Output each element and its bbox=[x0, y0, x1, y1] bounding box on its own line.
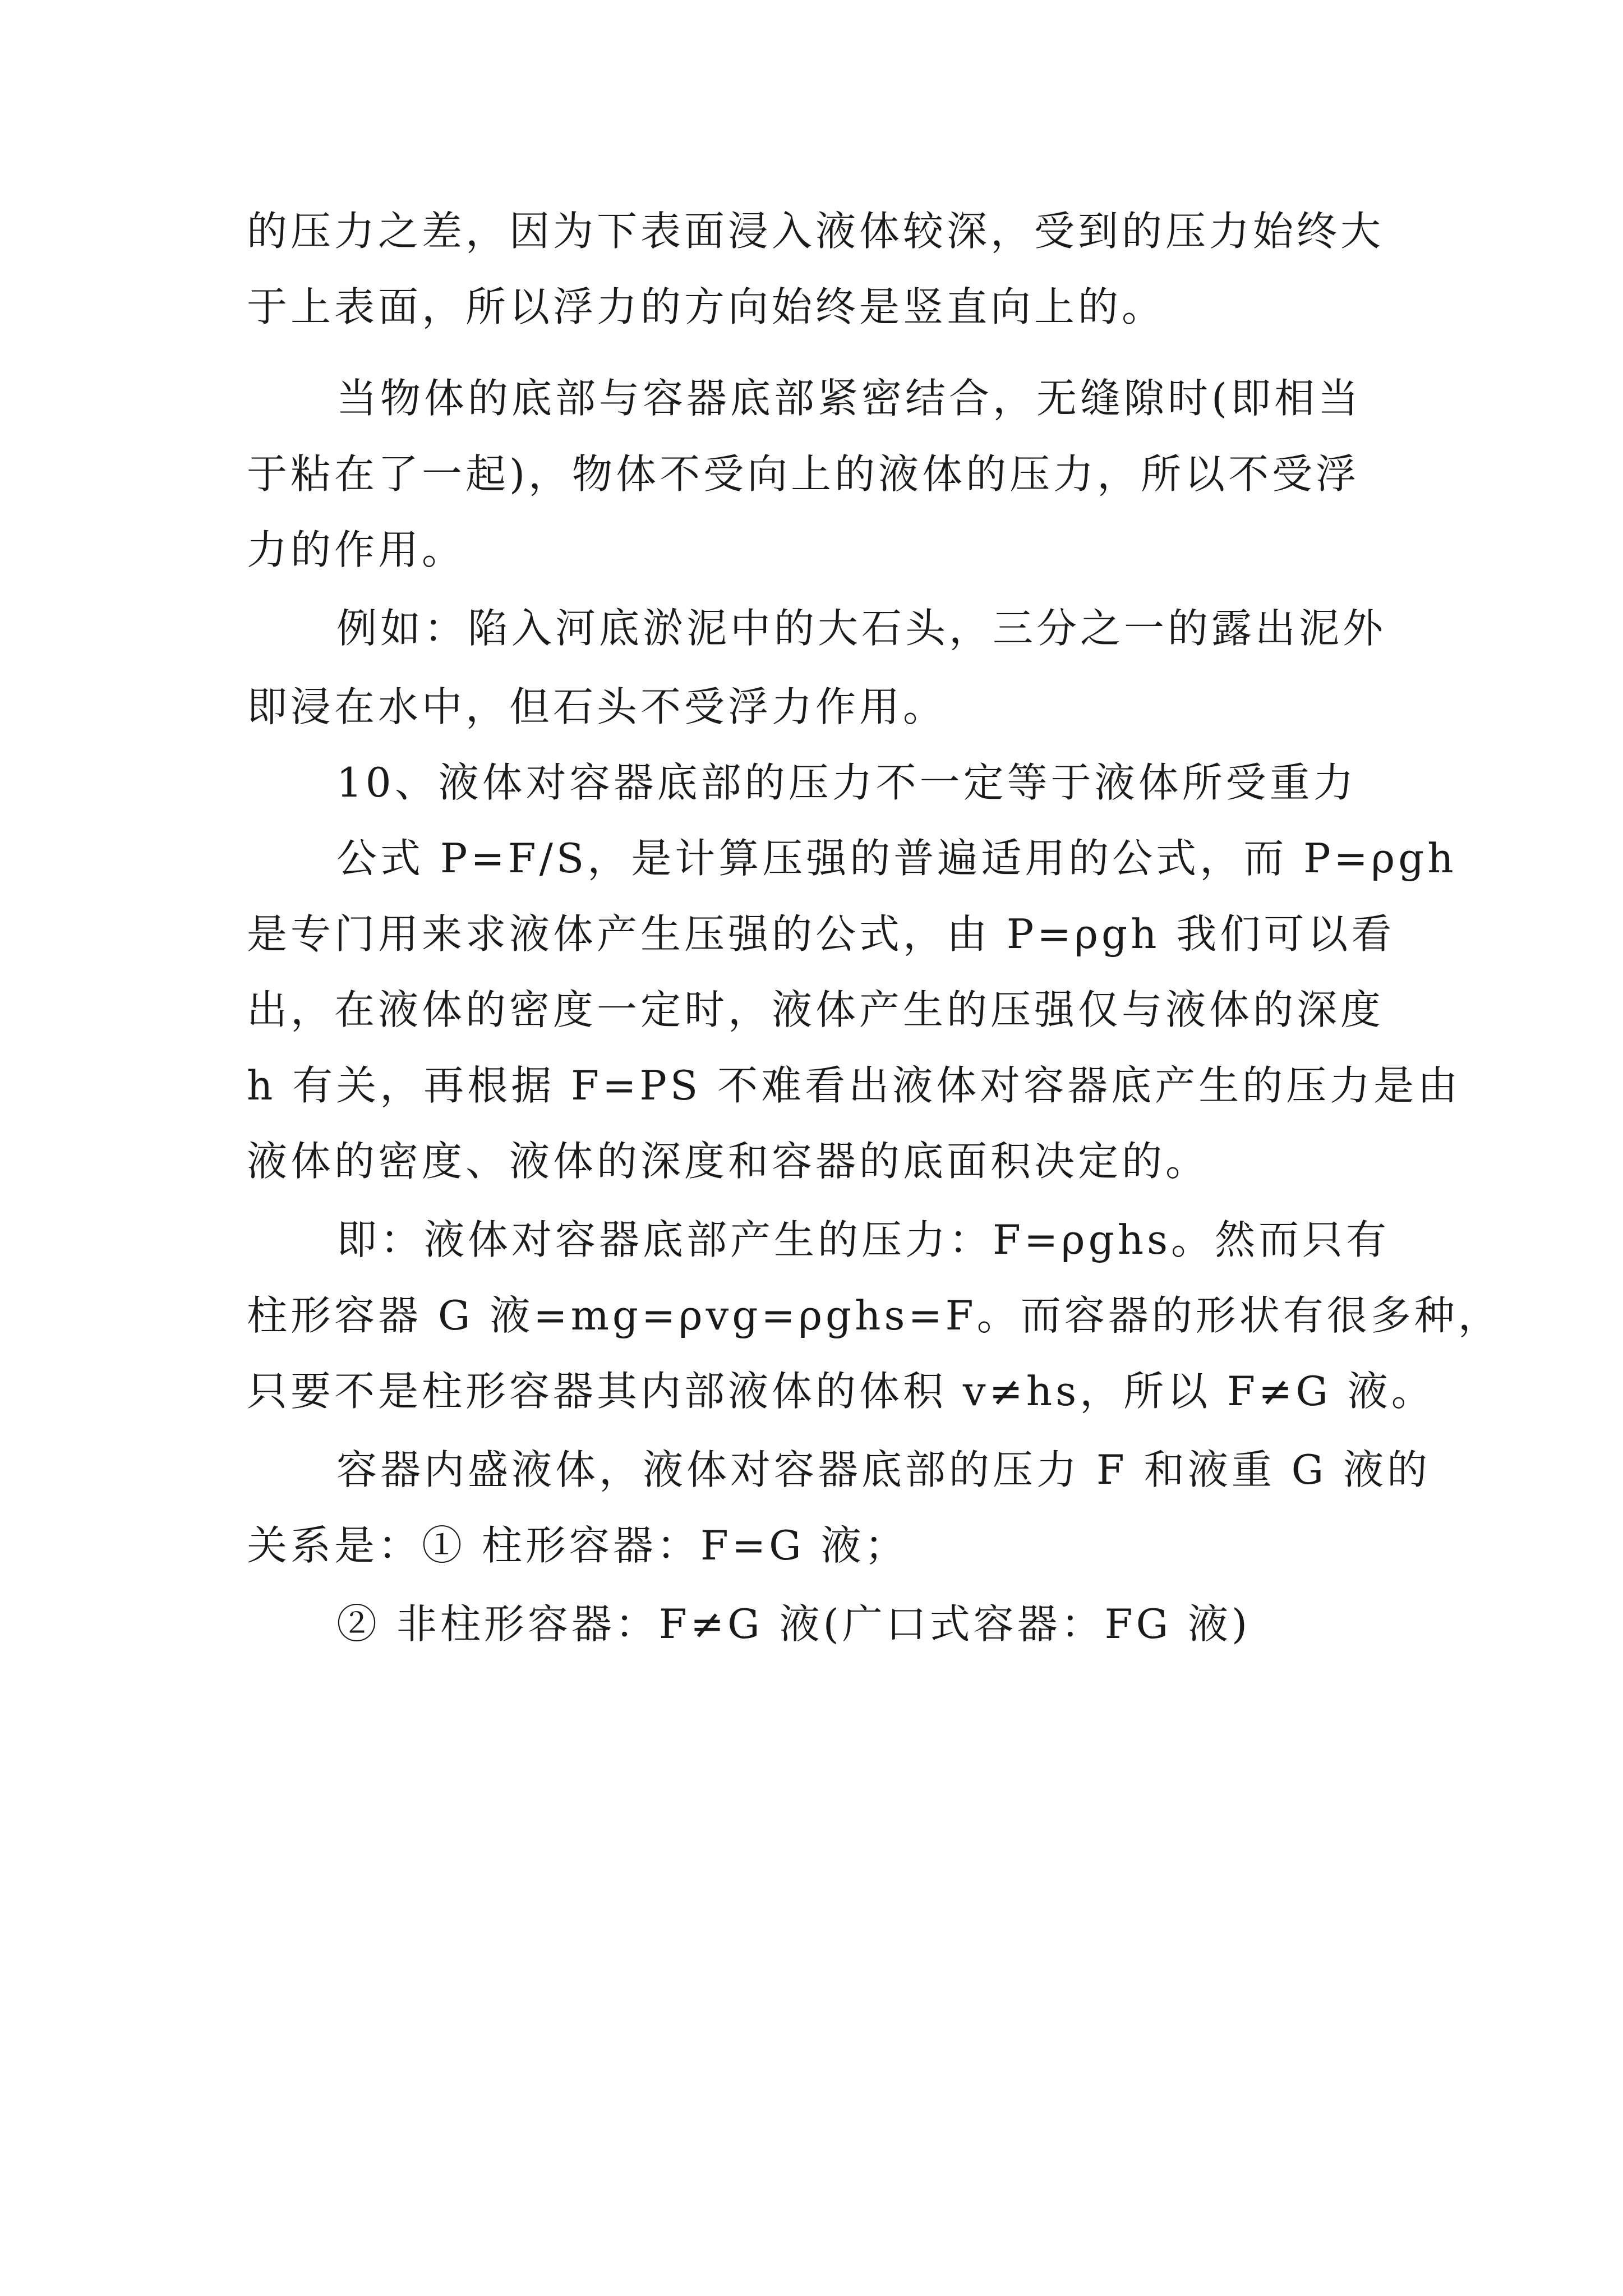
text-line: 于上表面，所以浮力的方向始终是竖直向上的。 bbox=[247, 283, 1166, 330]
text-line: h 有关，再根据 F=PS 不难看出液体对容器底产生的压力是由 bbox=[247, 1062, 1461, 1109]
text-line: 柱形容器 G 液=mg=ρvg=ρghs=F。而容器的形状有很多种， bbox=[247, 1292, 1502, 1339]
text-line: 于粘在了一起)，物体不受向上的液体的压力，所以不受浮 bbox=[247, 450, 1360, 498]
text-line: 液体的密度、液体的深度和容器的底面积决定的。 bbox=[247, 1138, 1210, 1185]
text-line: 力的作用。 bbox=[247, 526, 466, 573]
paragraph-start: 即：液体对容器底部产生的压力：F=ρghs。然而只有 bbox=[336, 1216, 1390, 1263]
text-line: 关系是：① 柱形容器：F=G 液； bbox=[247, 1522, 909, 1569]
paragraph-start: 当物体的底部与容器底部紧密结合，无缝隙时(即相当 bbox=[336, 375, 1362, 422]
paragraph-start: 例如：陷入河底淤泥中的大石头，三分之一的露出泥外 bbox=[336, 605, 1387, 652]
text-line: 即浸在水中，但石头不受浮力作用。 bbox=[247, 683, 947, 730]
text-line: 的压力之差，因为下表面浸入液体较深，受到的压力始终大 bbox=[247, 208, 1385, 255]
paragraph-start: ② 非柱形容器：F≠G 液(广口式容器：FG 液) bbox=[336, 1600, 1251, 1648]
text-line: 出，在液体的密度一定时，液体产生的压强仅与液体的深度 bbox=[247, 986, 1385, 1033]
text-line: 是专门用来求液体产生压强的公式，由 P=ρgh 我们可以看 bbox=[247, 910, 1395, 958]
text-line: 只要不是柱形容器其内部液体的体积 v≠hs，所以 F≠G 液。 bbox=[247, 1368, 1435, 1415]
section-heading: 10、液体对容器底部的压力不一定等于液体所受重力 bbox=[336, 759, 1357, 806]
paragraph-start: 容器内盛液体，液体对容器底部的压力 F 和液重 G 液的 bbox=[336, 1446, 1431, 1493]
paragraph-start: 公式 P=F/S，是计算压强的普遍适用的公式，而 P=ρgh bbox=[336, 835, 1457, 882]
